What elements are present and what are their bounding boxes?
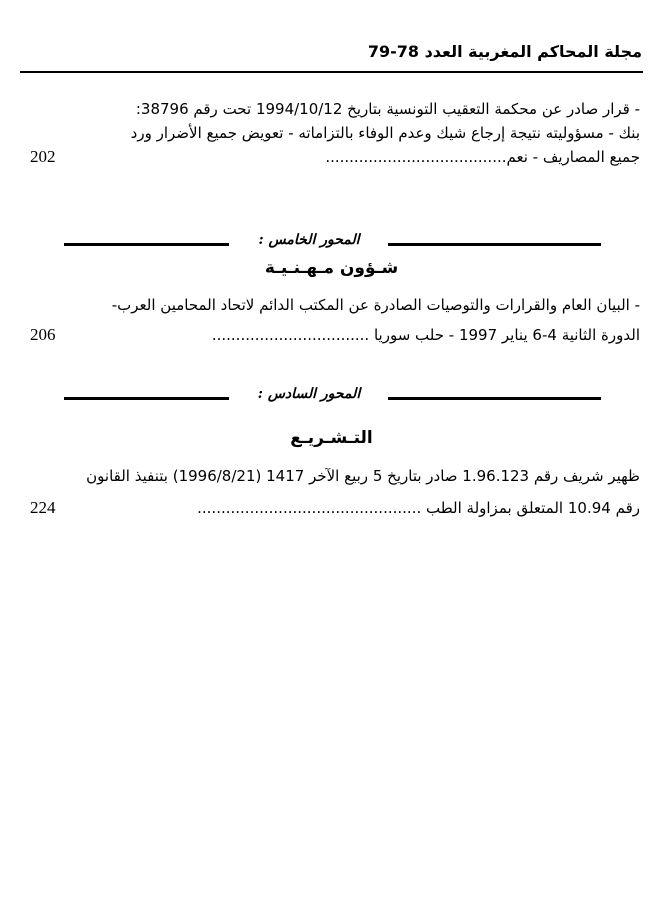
- toc-text: - البيان العام والقرارات والتوصيات الصادرة عن المكتب الدائم لاتحاد المحامين العرب-: [111, 296, 640, 314]
- page-number: 224: [30, 498, 56, 517]
- section-subtitle: شـؤون مـهـنـيـة: [264, 258, 399, 278]
- section-rule: [388, 397, 601, 400]
- section-rule: [64, 243, 229, 246]
- section-heading-5: [0, 232, 663, 256]
- section-rule: [64, 397, 229, 400]
- section-heading-6: [0, 386, 663, 410]
- toc-text: ظهير شريف رقم 1.96.123 صادر بتاريخ 5 ربيع الآخر 1417 (1996/8/21) بتنفيذ القانون: [86, 467, 640, 485]
- section-label: المحور السادس :: [257, 386, 361, 402]
- toc-line: [30, 145, 640, 169]
- journal-title: مجلة المحاكم المغربية العدد 78-79: [367, 42, 642, 61]
- toc-line: [30, 97, 640, 121]
- toc-text: - قرار صادر عن محكمة التعقيب التونسية بتاريخ 1994/10/12 تحت رقم 38796:: [135, 100, 640, 118]
- toc-text: جميع المصاريف - نعم......................................: [325, 148, 640, 166]
- toc-line: [30, 121, 640, 145]
- journal-header: [22, 40, 642, 70]
- toc-text: رقم 10.94 المتعلق بمزاولة الطب ...............................................: [197, 499, 640, 517]
- page-number: 206: [30, 325, 56, 344]
- header-rule: [20, 71, 643, 73]
- toc-line: [30, 460, 640, 492]
- section-subtitle: التـشـريـع: [290, 428, 373, 448]
- toc-text: الدورة الثانية 4-6 يناير 1997 - حلب سوريا .................................: [211, 326, 640, 344]
- toc-line: [30, 320, 640, 350]
- page-number: 202: [30, 147, 56, 166]
- toc-line: [30, 290, 640, 320]
- toc-text: بنك - مسؤوليته نتيجة إرجاع شيك وعدم الوفاء بالتزاماته - تعويض جميع الأضرار ورد: [130, 124, 640, 142]
- section-rule: [388, 243, 601, 246]
- toc-line: [30, 492, 640, 524]
- toc-entry-3: [30, 460, 640, 524]
- section-label: المحور الخامس :: [258, 232, 360, 248]
- toc-entry-1: [30, 97, 640, 169]
- toc-entry-2: [30, 290, 640, 350]
